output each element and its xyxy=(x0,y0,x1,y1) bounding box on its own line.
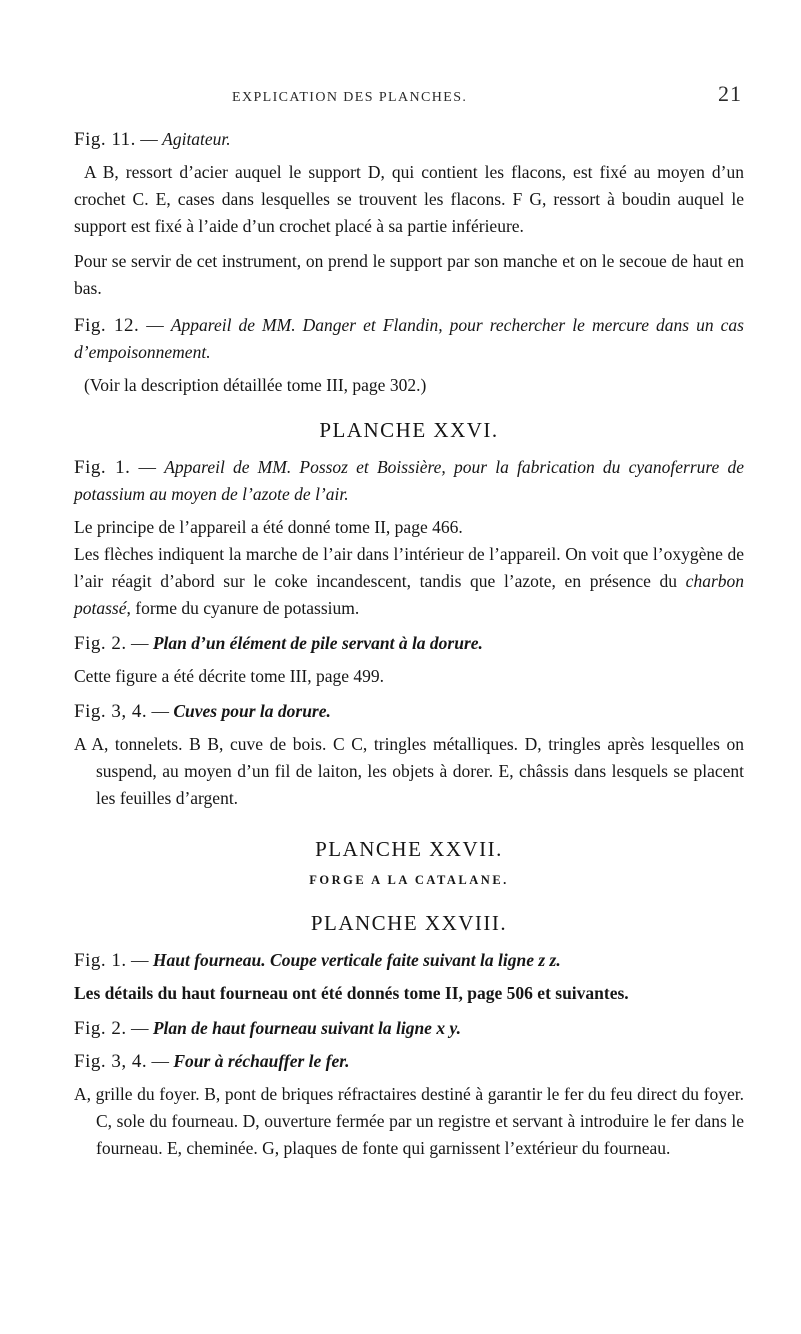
fig-label: Fig. 2. xyxy=(74,1018,127,1039)
fig-label: Fig. 11. xyxy=(74,129,136,150)
fig-title: Haut fourneau. Coupe verticale faite suivant la ligne z z. xyxy=(152,950,561,970)
fig-title: Agitateur. xyxy=(162,129,231,149)
dash: — xyxy=(147,1051,174,1071)
fig-11-usage: Pour se servir de cet instrument, on prend le support par son manche et on le secoue de haut en bas. xyxy=(74,251,744,298)
fig-label: Fig. 12. xyxy=(74,315,140,336)
dash: — xyxy=(126,950,153,970)
planche-28-fig-3-4-heading xyxy=(74,1048,744,1075)
planche-26-fig-2-heading xyxy=(74,630,744,657)
planche-27-heading: PLANCHE XXVII. xyxy=(315,837,503,861)
fig-label: Fig. 3, 4. xyxy=(74,701,148,722)
planche-26-fig-2-description: Cette figure a été décrite tome III, page 499. xyxy=(74,666,384,686)
fig-title: Appareil de MM. Possoz et Boissière, pour la fabrication du cyanoferrure de potassium au moyen de l’azote de l’air. xyxy=(74,457,744,504)
planche-26-fig-3-4-description: A A, tonnelets. B B, cuve de bois. C C, tringles métalliques. D, tringles après lesquelles on suspend, au moyen d’un fil de laiton, les objets à dorer. E, châssis dans lesquels se placent les feuilles d’argent. xyxy=(74,734,744,808)
fig-title: Cuves pour la dorure. xyxy=(173,701,331,721)
fig-title: Appareil de MM. Danger et Flandin, pour rechercher le mercure dans un cas d’empoisonnement. xyxy=(74,315,744,362)
dash: — xyxy=(126,633,153,653)
fig-12-heading xyxy=(74,312,744,366)
page-header xyxy=(0,81,801,110)
dash: — xyxy=(139,315,171,335)
planche-26-fig-1-heading xyxy=(74,454,744,508)
description-text: , forme du cyanure de potassium. xyxy=(126,598,360,618)
planche-26-fig-1-principle: Le principe de l’appareil a été donné tome II, page 466. xyxy=(74,517,463,537)
planche-26-heading: PLANCHE XXVI. xyxy=(319,418,499,442)
dash: — xyxy=(130,457,165,477)
planche-26-fig-3-4-heading xyxy=(74,698,744,725)
fig-11-description: A B, ressort d’acier auquel le support D, qui contient les flacons, est fixé au moyen d’un crochet C. E, cases dans lesquelles se trouvent les flacons. F G, ressort à boudin auquel le support est fixé à l’aide d’un crochet placé à sa partie inférieure. xyxy=(74,162,744,236)
fig-title: Four à réchauffer le fer. xyxy=(173,1051,350,1071)
page-content xyxy=(74,126,744,1170)
fig-label: Fig. 1. xyxy=(74,457,131,478)
planche-28-heading: PLANCHE XXVIII. xyxy=(310,911,508,935)
planche-28-fig-2-heading xyxy=(74,1015,744,1042)
planche-26-fig-1-description xyxy=(74,541,744,622)
dash: — xyxy=(126,1018,153,1038)
planche-28-fig-3-4-description: A, grille du foyer. B, pont de briques réfractaires destiné à garantir le fer du feu direct du foyer. C, sole du fourneau. D, ouverture fermée par un registre et servant à introduire le fer dans le fourneau. E, cheminée. G, plaques de fonte qui garnissent l’extérieur du fourneau. xyxy=(74,1084,744,1158)
description-italic: charbon potassé xyxy=(74,571,744,618)
description-text: Les flèches indiquent la marche de l’air dans l’intérieur de l’appareil. On voit que l’oxygène de l’air réagit d’abord sur le coke incandescent, tandis que l’azote, en présence du xyxy=(74,544,744,591)
dash: — xyxy=(135,129,163,149)
fig-title: Plan de haut fourneau suivant la ligne x y. xyxy=(152,1018,461,1038)
fig-11-heading xyxy=(74,126,744,153)
planche-28-fig-1-description: Les détails du haut fourneau ont été donnés tome II, page 506 et suivantes. xyxy=(74,983,629,1003)
planche-28-fig-1-heading xyxy=(74,947,744,974)
fig-label: Fig. 2. xyxy=(74,633,127,654)
planche-27-subtitle: FORGE A LA CATALANE. xyxy=(309,873,509,887)
dash: — xyxy=(147,701,174,721)
fig-label: Fig. 1. xyxy=(74,950,127,971)
fig-label: Fig. 3, 4. xyxy=(74,1051,148,1072)
fig-title: Plan d’un élément de pile servant à la dorure. xyxy=(152,633,483,653)
page-number: 21 xyxy=(718,81,742,106)
running-title: EXPLICATION DES PLANCHES. xyxy=(232,90,468,105)
fig-12-description: (Voir la description détaillée tome III, page 302.) xyxy=(84,375,427,395)
